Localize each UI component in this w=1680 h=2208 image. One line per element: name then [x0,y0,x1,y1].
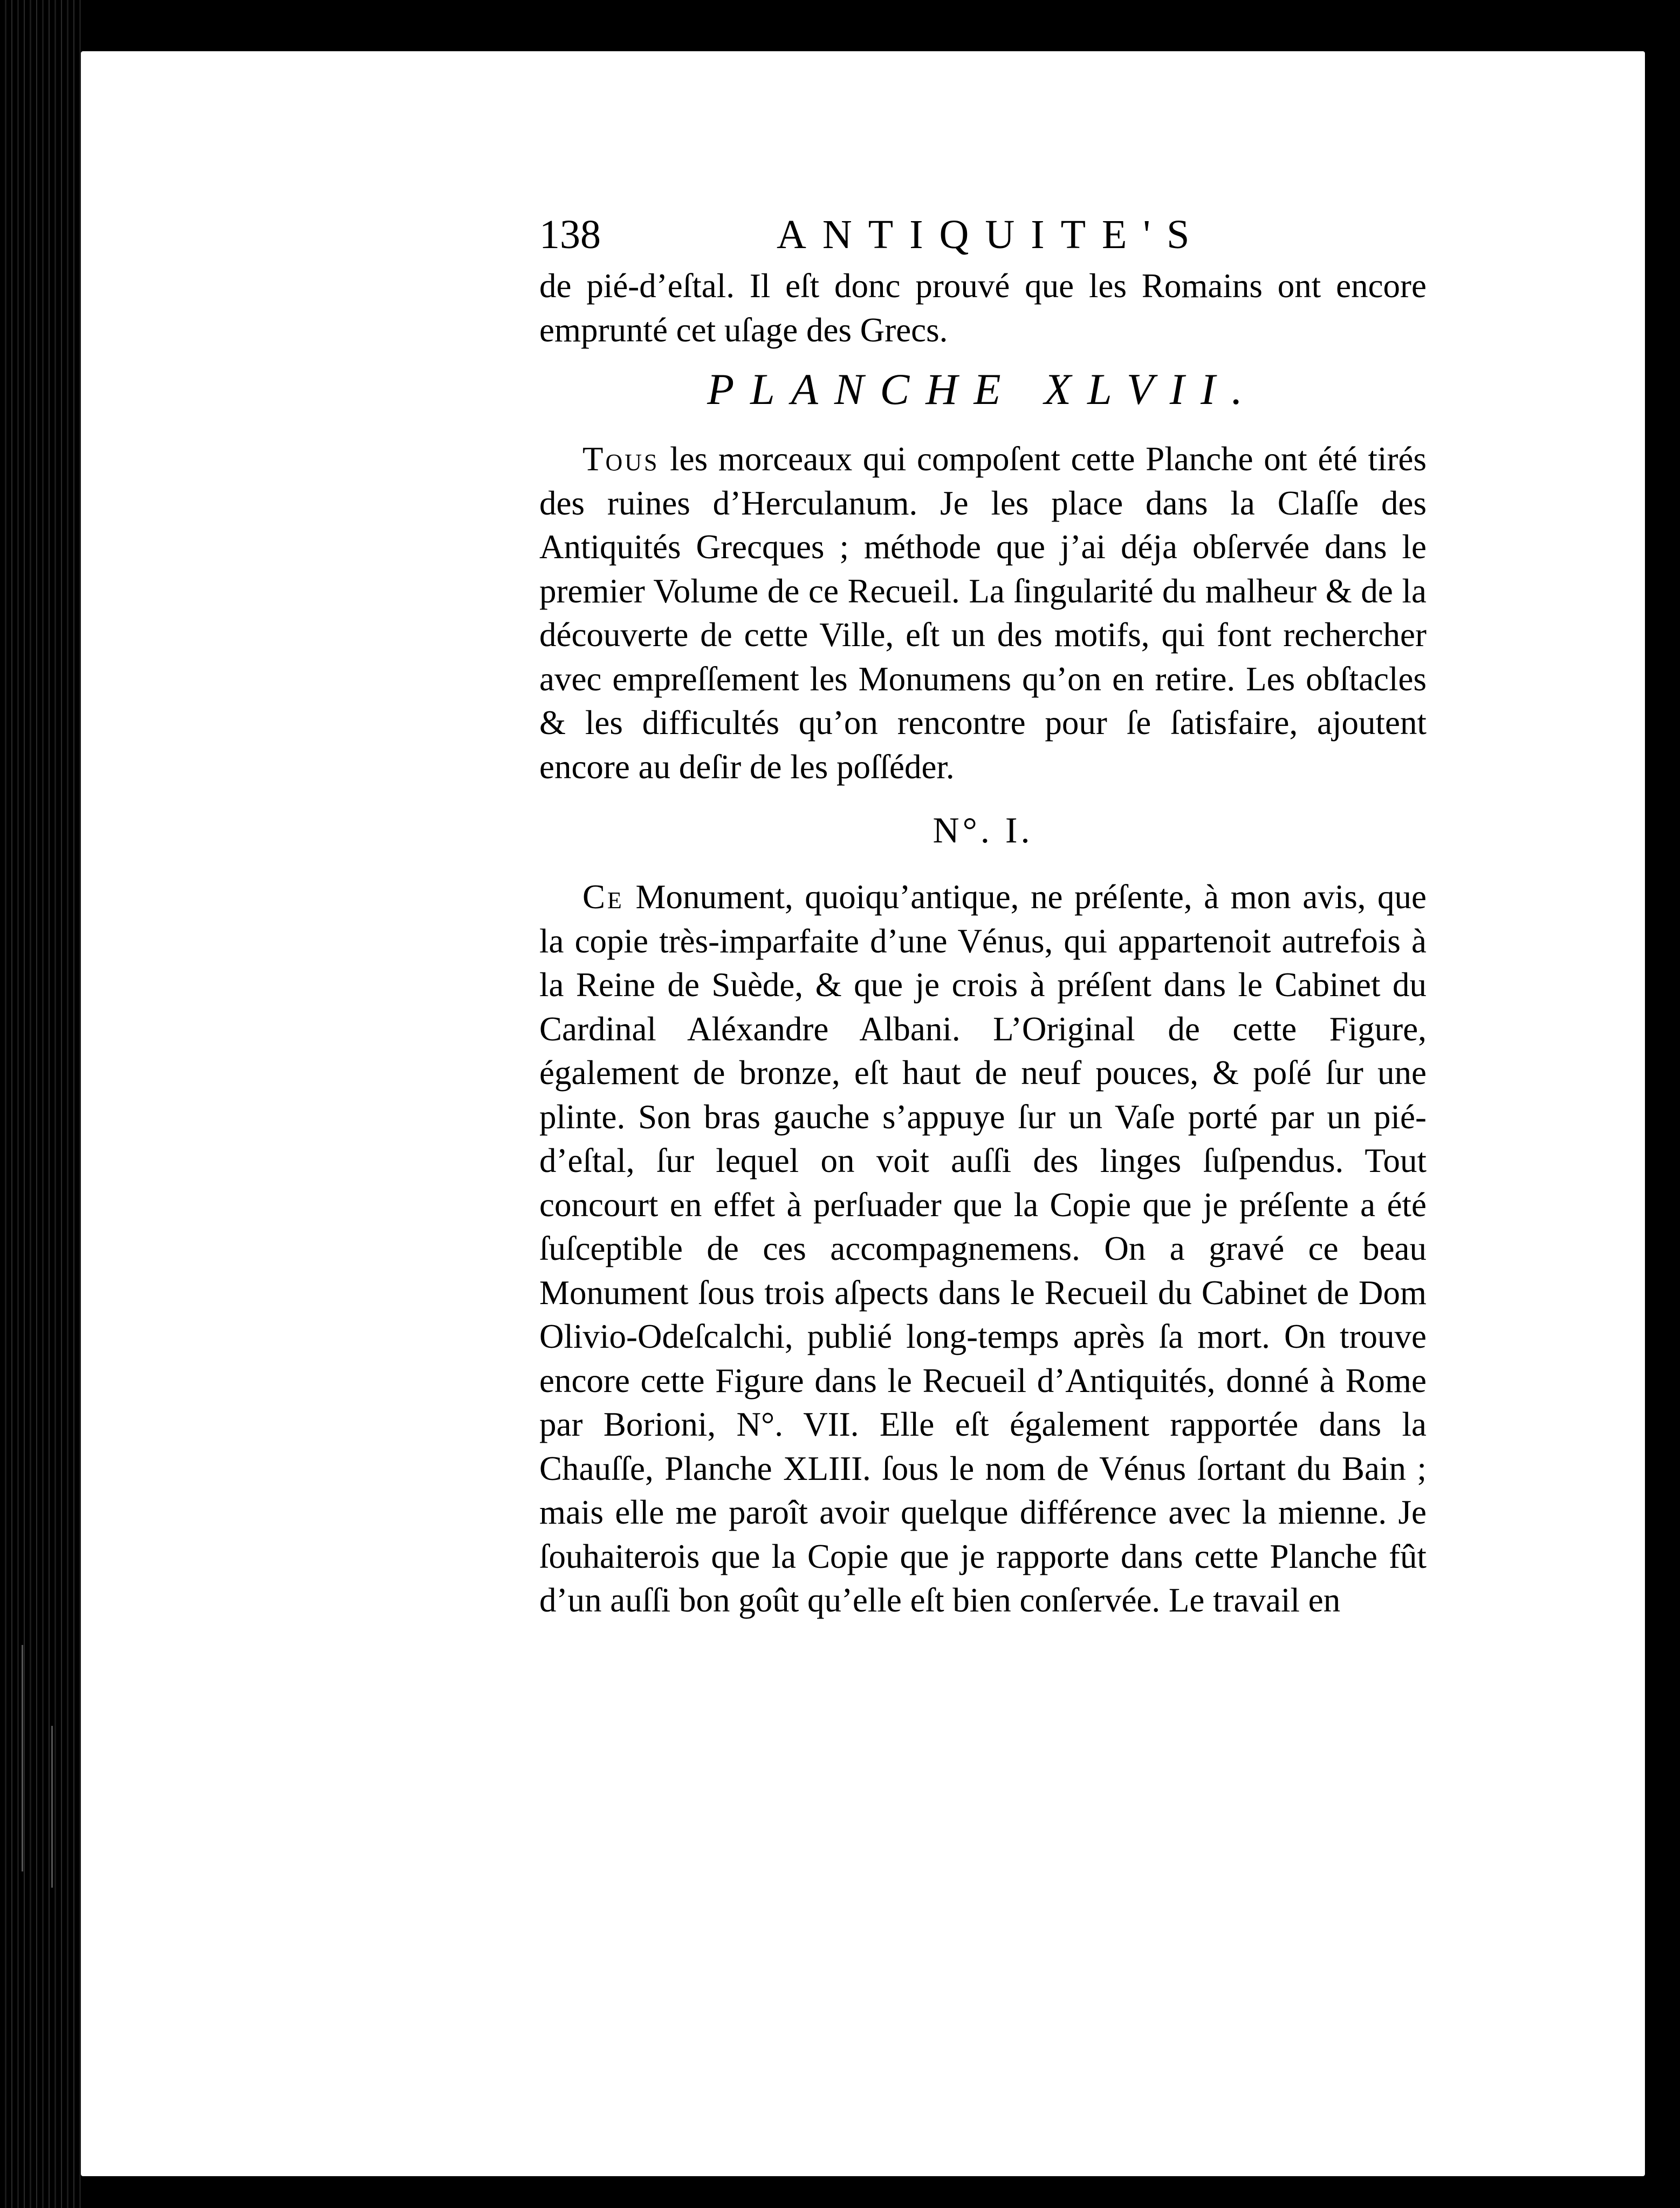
book-binding-edge [0,0,81,2208]
continuation-paragraph: de pié-d’eſtal. Il eſt donc prouvé que les Romains ont encore emprunté cet uſage des Grecs. [539,267,1427,349]
page-number: 138 [539,212,601,257]
running-head [539,205,1427,264]
plate-heading: PLANCHE XLVII. [707,365,1259,414]
page-text-block [539,205,1427,1623]
plate-paragraph [539,437,1427,789]
number-paragraph-lead: Ce [582,878,624,916]
plate-paragraph-lead: Tous [582,440,660,478]
number-paragraph-text: Monument, quoiqu’antique, ne préſente, à mon avis, que la copie très-imparfaite d’une Vénus, qui appartenoit autrefois à la Reine de Suède, & que je crois à préſent dans le Cabinet du Cardinal Aléxandre Albani. L’Original de cette Figure, également de bronze, eſt haut de neuf pouces, & poſé ſur une plinte. Son bras gauche s’appuye ſur un Vaſe porté par un pié-d’eſtal, ſur lequel on voit auſſi des linges ſuſpendus. Tout concourt en effet à perſuader que la Copie que je préſente a été ſuſceptible de ces accompagnemens. On a gravé ce beau Monument ſous trois aſpects dans le Recueil du Cabinet de Dom Olivio-Odeſcalchi, publié long-temps après ſa mort. On trouve encore cette Figure dans le Recueil d’Antiquités, donné à Rome par Borioni, N°. VII. Elle eſt également rapportée dans la Chauſſe, Planche XLIII. ſous le nom de Vénus ſortant du Bain ; mais elle me paroît avoir quelque différence avec la mienne. Je ſouhaiterois que la Copie que je rapporte dans cette Planche fût d’un auſſi bon goût qu’elle eſt bien conſervée. Le travail en [539,878,1427,1619]
number-paragraph [539,875,1427,1623]
running-head-title: ANTIQUITE'S [777,212,1206,257]
plate-paragraph-text: les morceaux qui compoſent cette Planche ont été tirés des ruines d’Herculanum. Je les place dans la Claſſe des Antiquités Grecques ; méthode que j’ai déja obſervée dans le premier Volume de ce Recueil. La ſingularité du malheur & de la découverte de cette Ville, eſt un des motifs, qui font rechercher avec empreſſement les Monumens qu’on en retire. Les obſtacles & les difficultés qu’on rencontre pour ſe ſatisfaire, ajoutent encore au deſir de les poſſéder. [539,440,1427,786]
number-heading: N°. I. [932,810,1033,851]
